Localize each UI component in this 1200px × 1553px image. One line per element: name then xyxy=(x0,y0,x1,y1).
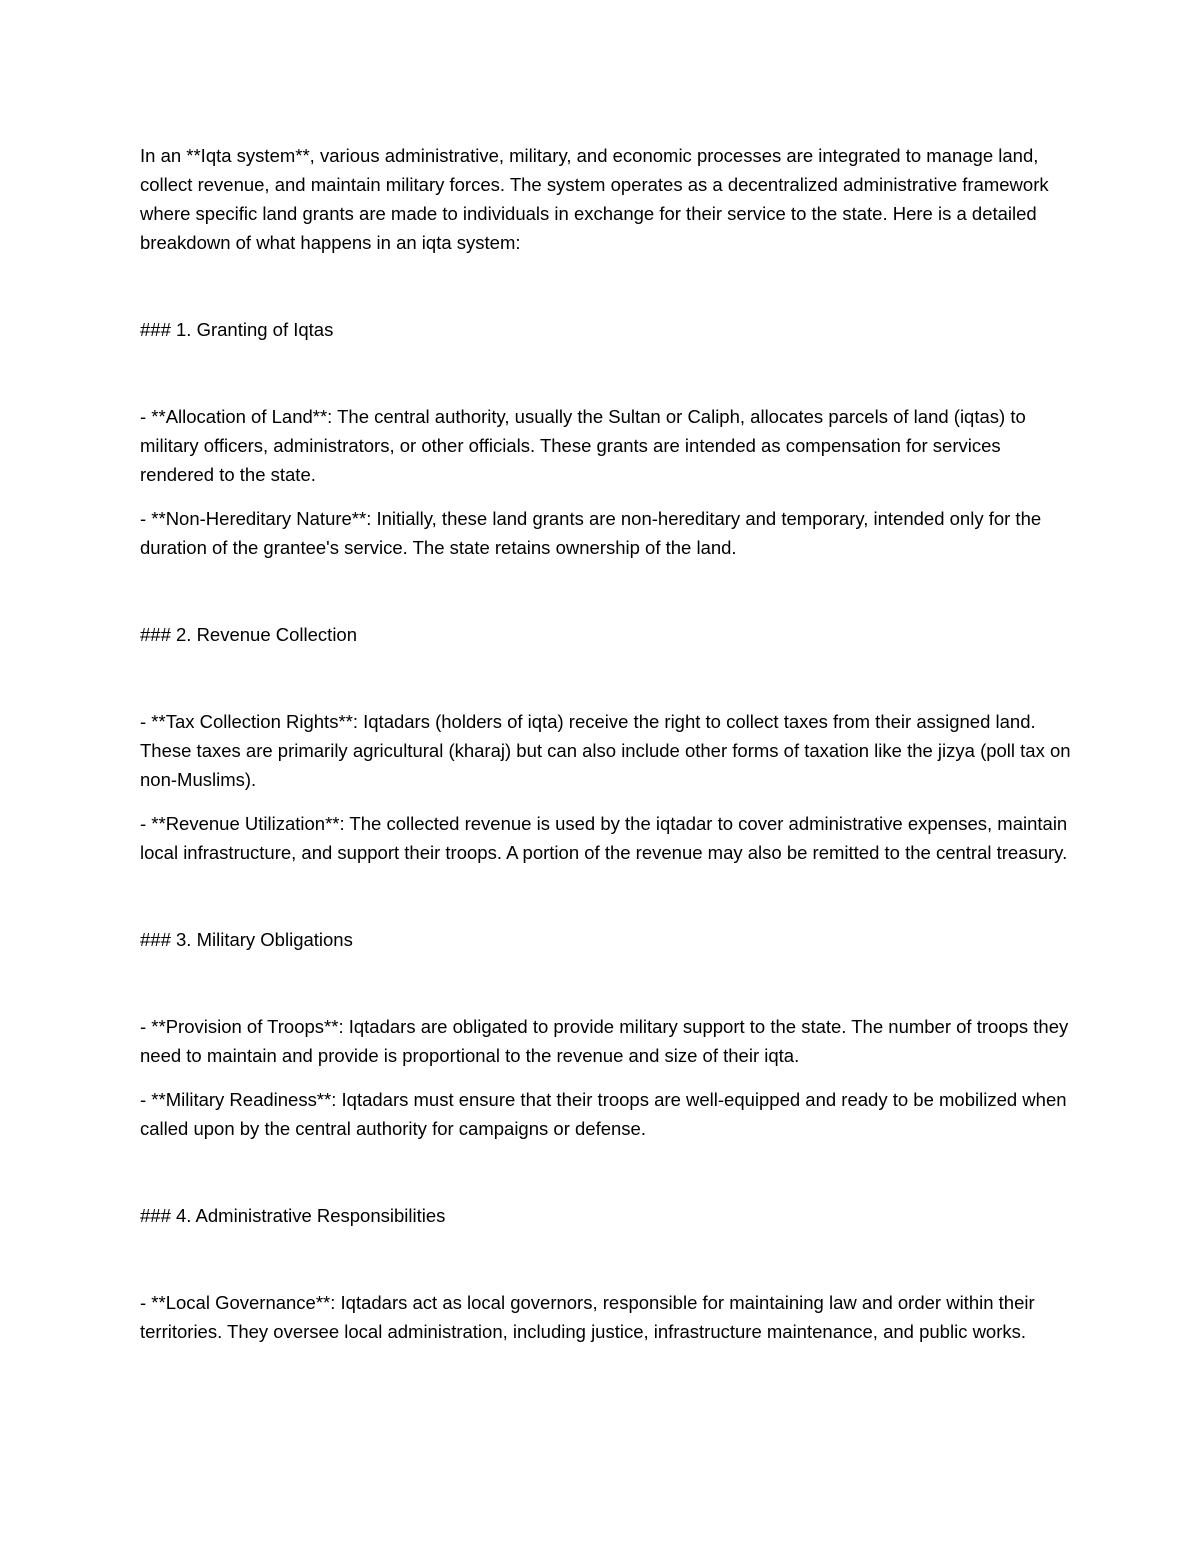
intro-paragraph: In an **Iqta system**, various administrative, military, and economic processes are integrated to manage land, collect revenue, and maintain military forces. The system operates as a decentralized administrative framework where specific land grants are made to individuals in exchange for their service to the state. Here is a detailed breakdown of what happens in an iqta system: xyxy=(140,145,1049,253)
section-heading-military: ### 3. Military Obligations xyxy=(140,929,353,950)
bullet-allocation-of-land: - **Allocation of Land**: The central authority, usually the Sultan or Caliph, allocates parcels of land (iqtas) to military officers, administrators, or other officials. These grants are intended as compensation for services rendered to the state. xyxy=(140,406,1026,485)
bullet-non-hereditary-nature: - **Non-Hereditary Nature**: Initially, these land grants are non-hereditary and temporary, intended only for the duration of the grantee's service. The state retains ownership of the land. xyxy=(140,508,1042,558)
section-heading-revenue: ### 2. Revenue Collection xyxy=(140,624,358,645)
document-body xyxy=(140,141,1075,1346)
section-heading-administrative: ### 4. Administrative Responsibilities xyxy=(140,1205,446,1226)
bullet-tax-collection-rights: - **Tax Collection Rights**: Iqtadars (holders of iqta) receive the right to collect taxes from their assigned land. These taxes are primarily agricultural (kharaj) but can also include other forms of taxation like the jizya (poll tax on non-Muslims). xyxy=(140,711,1071,790)
bullet-revenue-utilization: - **Revenue Utilization**: The collected revenue is used by the iqtadar to cover administrative expenses, maintain local infrastructure, and support their troops. A portion of the revenue may also be remitted to the central treasury. xyxy=(140,813,1068,863)
bullet-military-readiness: - **Military Readiness**: Iqtadars must ensure that their troops are well-equipped and ready to be mobilized when called upon by the central authority for campaigns or defense. xyxy=(140,1089,1067,1139)
bullet-local-governance: - **Local Governance**: Iqtadars act as local governors, responsible for maintaining law and order within their territories. They oversee local administration, including justice, infrastructure maintenance, and public works. xyxy=(140,1292,1035,1342)
bullet-provision-of-troops: - **Provision of Troops**: Iqtadars are obligated to provide military support to the state. The number of troops they need to maintain and provide is proportional to the revenue and size of their iqta. xyxy=(140,1016,1069,1066)
section-heading-granting: ### 1. Granting of Iqtas xyxy=(140,319,334,340)
